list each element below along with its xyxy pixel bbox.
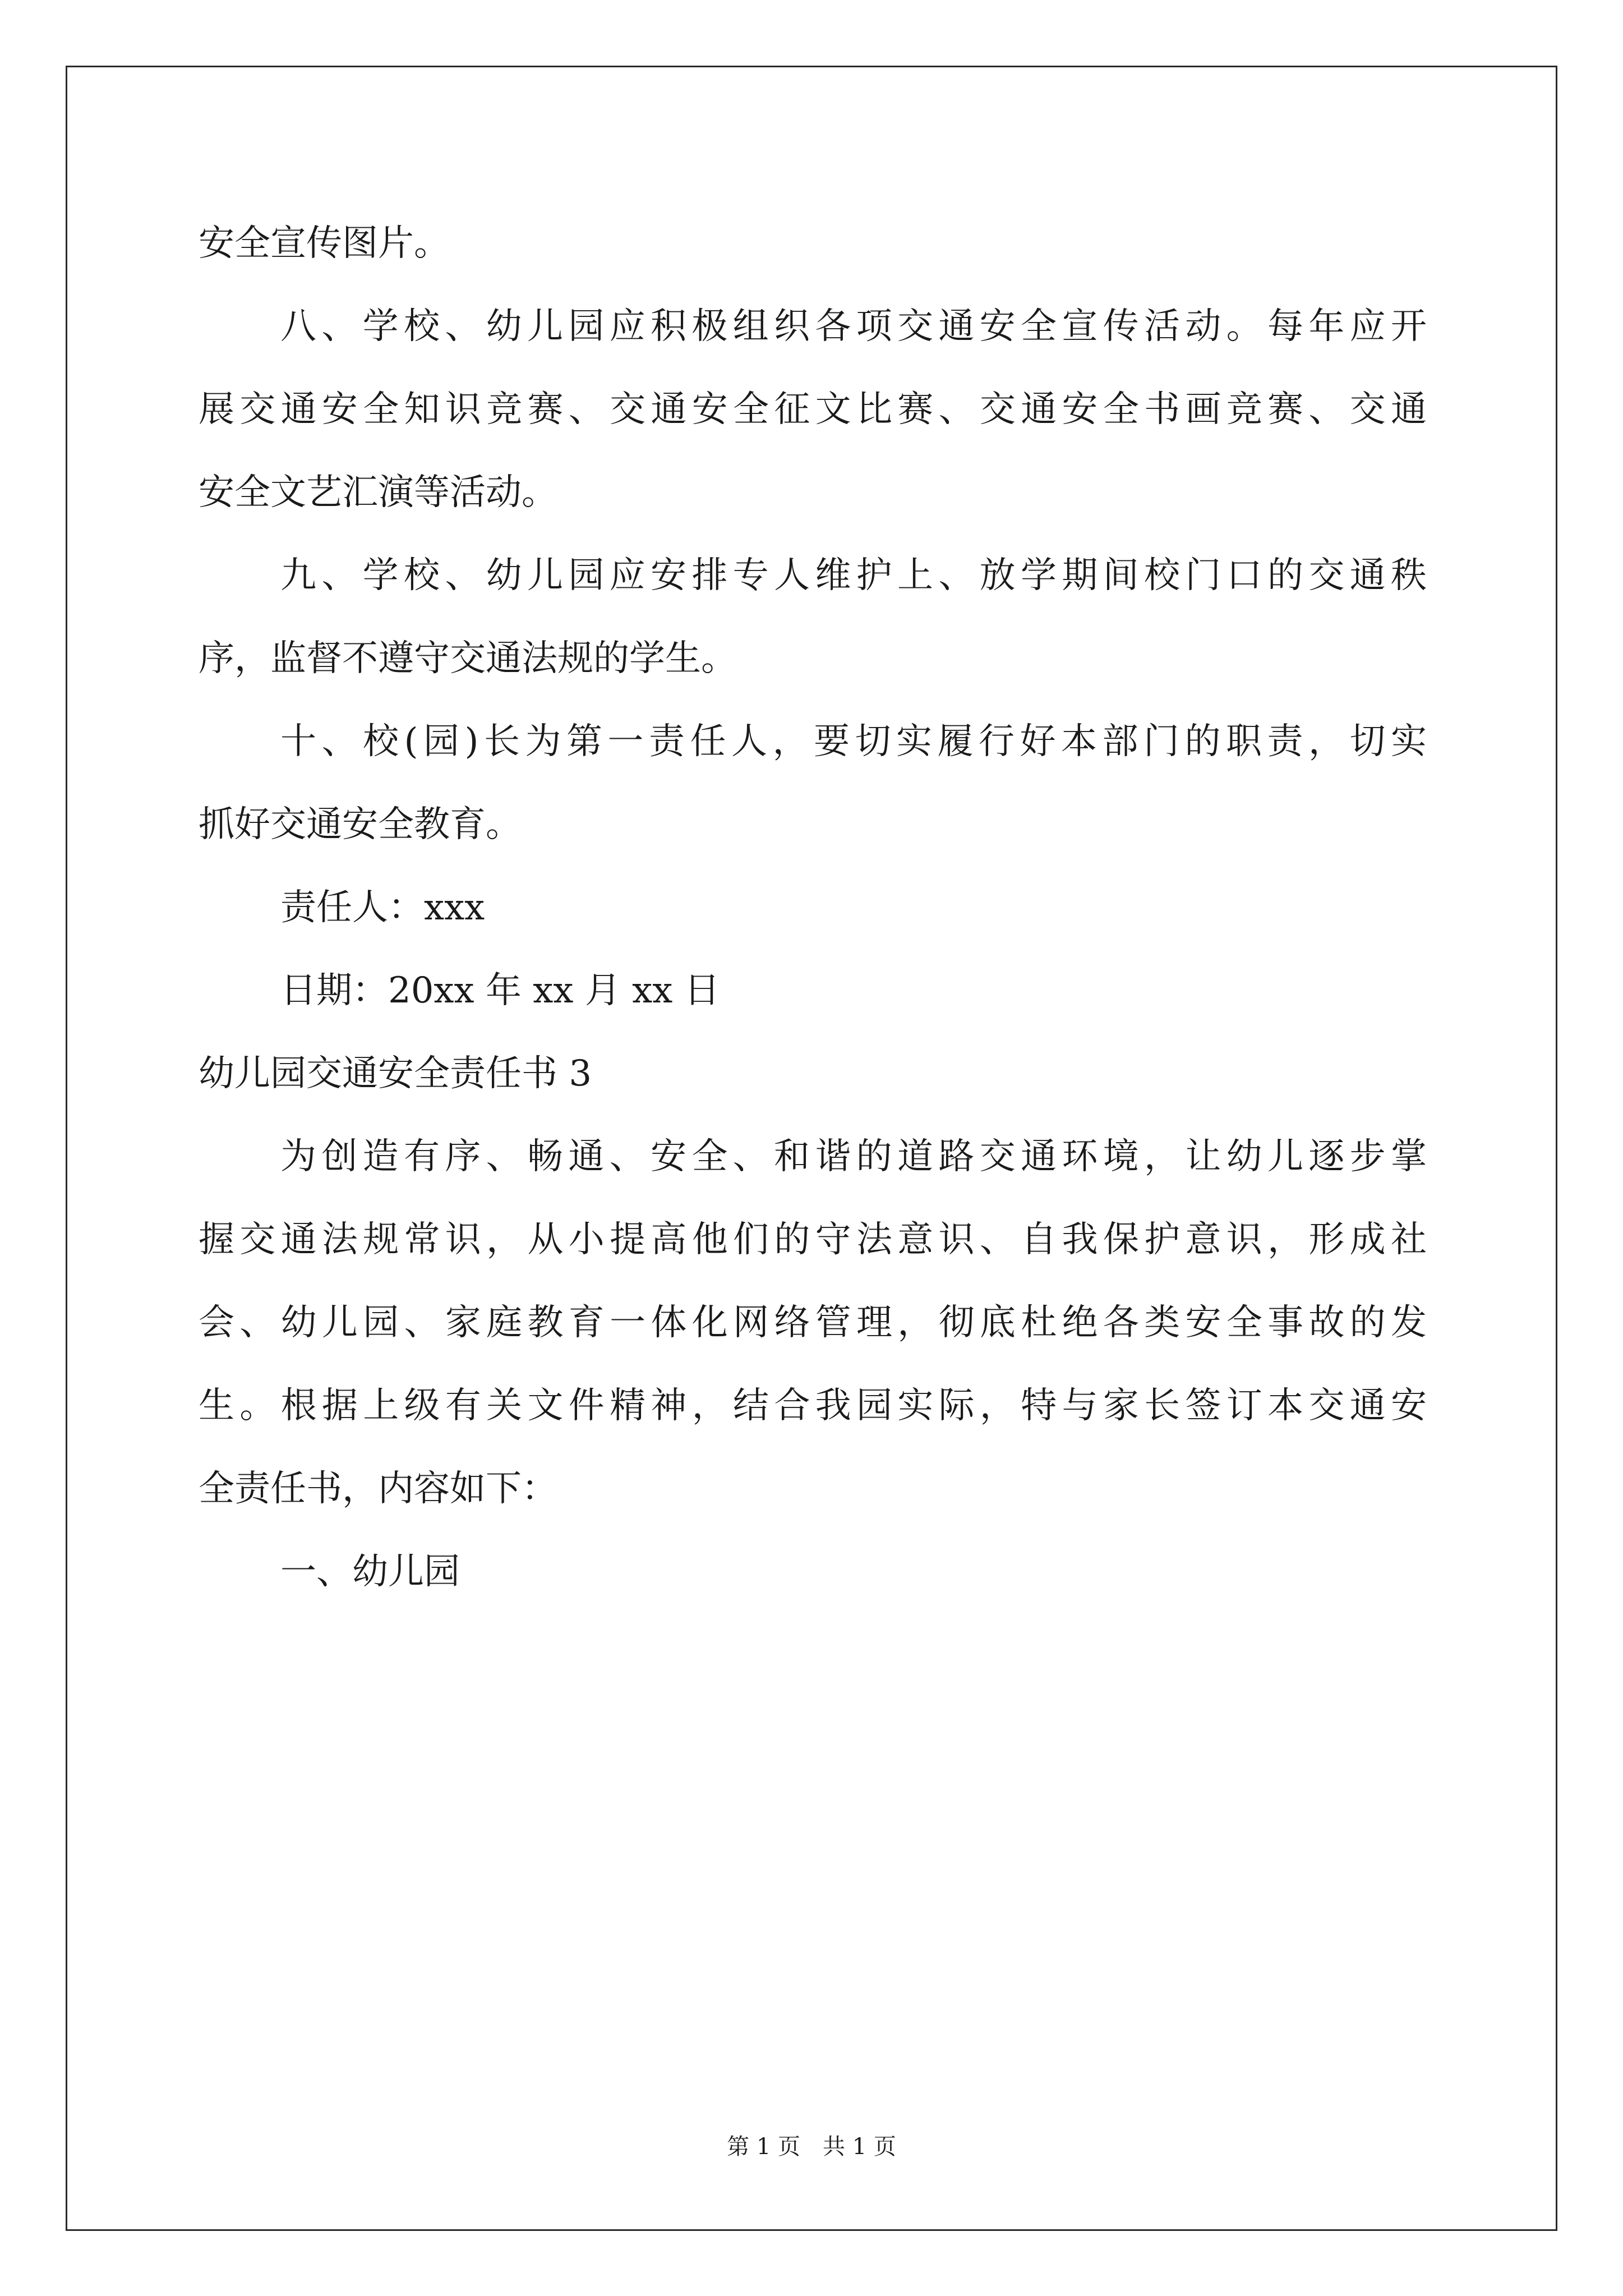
intro-line-3: 会、幼儿园、家庭教育一体化网络管理，彻底杜绝各类安全事故的发: [199, 1302, 1427, 1343]
paragraph-10-line-2: 抓好交通安全教育。: [199, 804, 522, 845]
section-title: 幼儿园交通安全责任书 3: [199, 1053, 592, 1094]
intro-line-5: 全责任书，内容如下：: [199, 1468, 557, 1510]
page-footer: 第 1 页 共 1 页: [727, 2134, 896, 2160]
date-line: 日期：20xx 年 xx 月 xx 日: [280, 970, 720, 1011]
intro-line-4: 生。根据上级有关文件精神，结合我园实际，特与家长签订本交通安: [199, 1385, 1427, 1427]
document-body: [199, 202, 1427, 1613]
paragraph-8-line-1: 八、学校、幼儿园应积极组织各项交通安全宣传活动。每年应开: [280, 306, 1427, 347]
intro-line-1: 为创造有序、畅通、安全、和谐的道路交通环境，让幼儿逐步掌: [280, 1136, 1427, 1177]
paragraph-9-line-2: 序，监督不遵守交通法规的学生。: [199, 638, 737, 679]
paragraph-8-line-2: 展交通安全知识竞赛、交通安全征文比赛、交通安全书画竞赛、交通: [199, 389, 1427, 430]
intro-line-2: 握交通法规常识，从小提高他们的守法意识、自我保护意识，形成社: [199, 1219, 1427, 1260]
paragraph-8-line-3: 安全文艺汇演等活动。: [199, 472, 557, 513]
paragraph-10-line-1: 十、校(园)长为第一责任人，要切实履行好本部门的职责，切实: [280, 721, 1427, 762]
responsible-person: 责任人：xxx: [280, 887, 485, 928]
paragraph-9-line-1: 九、学校、幼儿园应安排专人维护上、放学期间校门口的交通秩: [280, 555, 1427, 596]
text-line: 安全宣传图片。: [199, 223, 450, 264]
item-1-heading: 一、幼儿园: [280, 1551, 460, 1593]
